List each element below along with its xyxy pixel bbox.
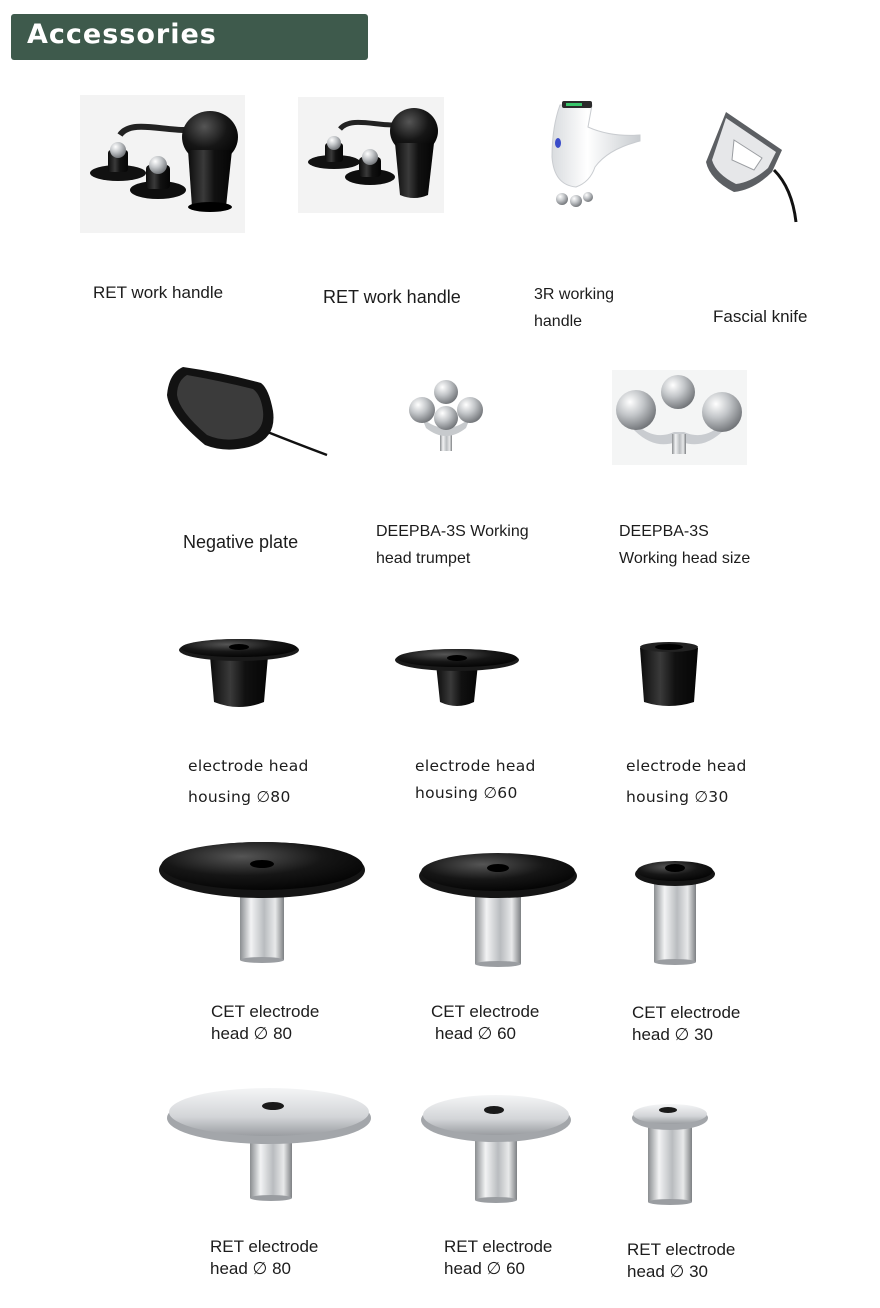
section-title: Accessories bbox=[27, 19, 217, 50]
caption-cet-30: CET electrode head ∅ 30 bbox=[632, 1003, 741, 1044]
caption-housing-80: electrode head housing ∅80 bbox=[188, 757, 309, 806]
ret-work-handle-image-1 bbox=[80, 95, 245, 233]
caption-cet-80: CET electrode head ∅ 80 bbox=[211, 1002, 320, 1043]
ret-work-handle-image-2 bbox=[298, 97, 444, 213]
caption-ret-30: RET electrode head ∅ 30 bbox=[627, 1240, 736, 1281]
caption-negative-plate: Negative plate bbox=[183, 532, 299, 552]
3r-working-handle-image bbox=[540, 97, 645, 212]
section-header bbox=[11, 14, 368, 60]
housing-80-image bbox=[178, 636, 300, 712]
ret-30-image bbox=[630, 1100, 710, 1204]
cet-30-image bbox=[634, 856, 716, 964]
housing-60-image bbox=[394, 648, 520, 710]
negative-plate-image bbox=[165, 365, 330, 460]
caption-deepba-size: DEEPBA-3S Working head size bbox=[619, 523, 751, 567]
housing-30-image bbox=[636, 640, 702, 710]
caption-ret-80: RET electrode head ∅ 80 bbox=[210, 1237, 319, 1278]
cet-60-image bbox=[418, 850, 578, 968]
fascial-knife-image bbox=[704, 110, 804, 225]
cet-80-image bbox=[158, 840, 366, 964]
caption-3r-working-handle: 3R working handle bbox=[534, 286, 615, 330]
caption-housing-60: electrode head housing ∅60 bbox=[415, 757, 536, 802]
caption-ret-60: RET electrode head ∅ 60 bbox=[444, 1237, 553, 1278]
caption-ret-work-handle-1: RET work handle bbox=[93, 283, 224, 302]
caption-deepba-trumpet: DEEPBA-3S Working head trumpet bbox=[376, 523, 529, 567]
ret-60-image bbox=[420, 1088, 572, 1204]
ret-80-image bbox=[166, 1078, 372, 1202]
caption-cet-60: CET electrode head ∅ 60 bbox=[431, 1002, 540, 1043]
deepba-size-image bbox=[612, 370, 747, 465]
deepba-trumpet-image bbox=[400, 370, 495, 465]
caption-housing-30: electrode head housing ∅30 bbox=[626, 757, 747, 806]
caption-ret-work-handle-2: RET work handle bbox=[323, 287, 461, 307]
caption-fascial-knife: Fascial knife bbox=[713, 307, 808, 326]
